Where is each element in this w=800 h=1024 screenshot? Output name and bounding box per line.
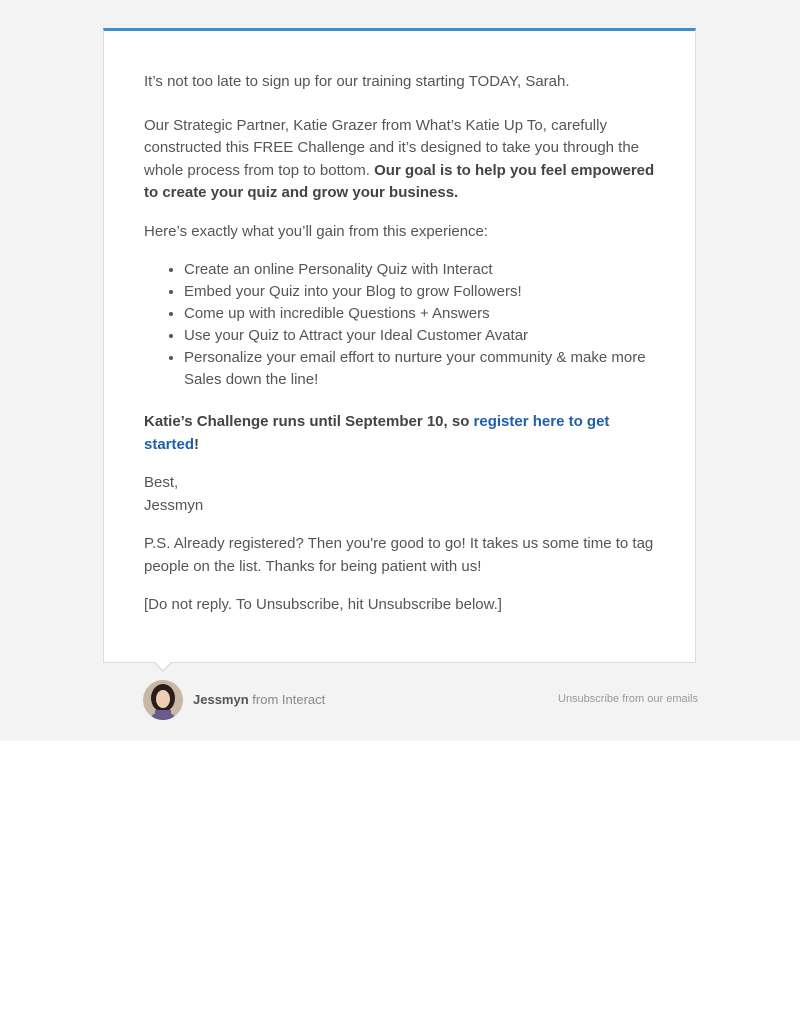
list-item: • Personalize your email effort to nurture your community & make more Sales down the line! [184,347,656,391]
deadline-end: ! [194,435,200,453]
email-footer [143,680,698,720]
partner-text: Our Strategic Partner, Katie Grazer from What’s Katie Up To, carefully constructed this FREE Challenge and it’s designed to take you through the whole process from top to bottom. [144,116,640,179]
unsubscribe-link[interactable]: Unsubscribe from our emails [558,693,698,705]
sender-from: from Interact [252,692,326,707]
list-item: • Use your Quiz to Attract your Ideal Customer Avatar [184,325,656,347]
signoff-block [144,472,656,517]
intro-text: It’s not too late to sign up for our training starting TODAY, Sarah. [144,73,570,90]
card-pointer-inner [154,661,172,670]
deadline-text: Katie’s Challenge runs until September 10, so [144,413,474,430]
avatar [143,680,183,720]
email-card [103,28,696,663]
goal-text: Our goal is to help you feel empowered to create your quiz and grow your business. [144,161,655,201]
noreply-text: [Do not reply. To Unsubscribe, hit Unsubscribe below.] [144,596,502,613]
benefits-list [144,259,656,391]
signoff: Best, [144,474,179,491]
email-body [144,71,656,617]
list-item: • Come up with incredible Questions + Answers [184,303,656,325]
sender-line [193,692,325,707]
list-item: • Embed your Quiz into your Blog to grow Followers! [184,281,656,303]
register-link[interactable]: register here to get started [144,413,610,453]
sender-name: Jessmyn [193,692,249,707]
ps-text: P.S. Already registered? Then you're good to go! It takes us some time to tag people on the list. Thanks for being patient with us! [144,535,654,575]
signature: Jessmyn [144,496,204,514]
list-item: • Create an online Personality Quiz with Interact [184,259,656,281]
gain-intro: Here’s exactly what you’ll gain from this experience: [144,222,489,240]
deadline-paragraph [144,411,656,456]
partner-paragraph [144,115,656,205]
